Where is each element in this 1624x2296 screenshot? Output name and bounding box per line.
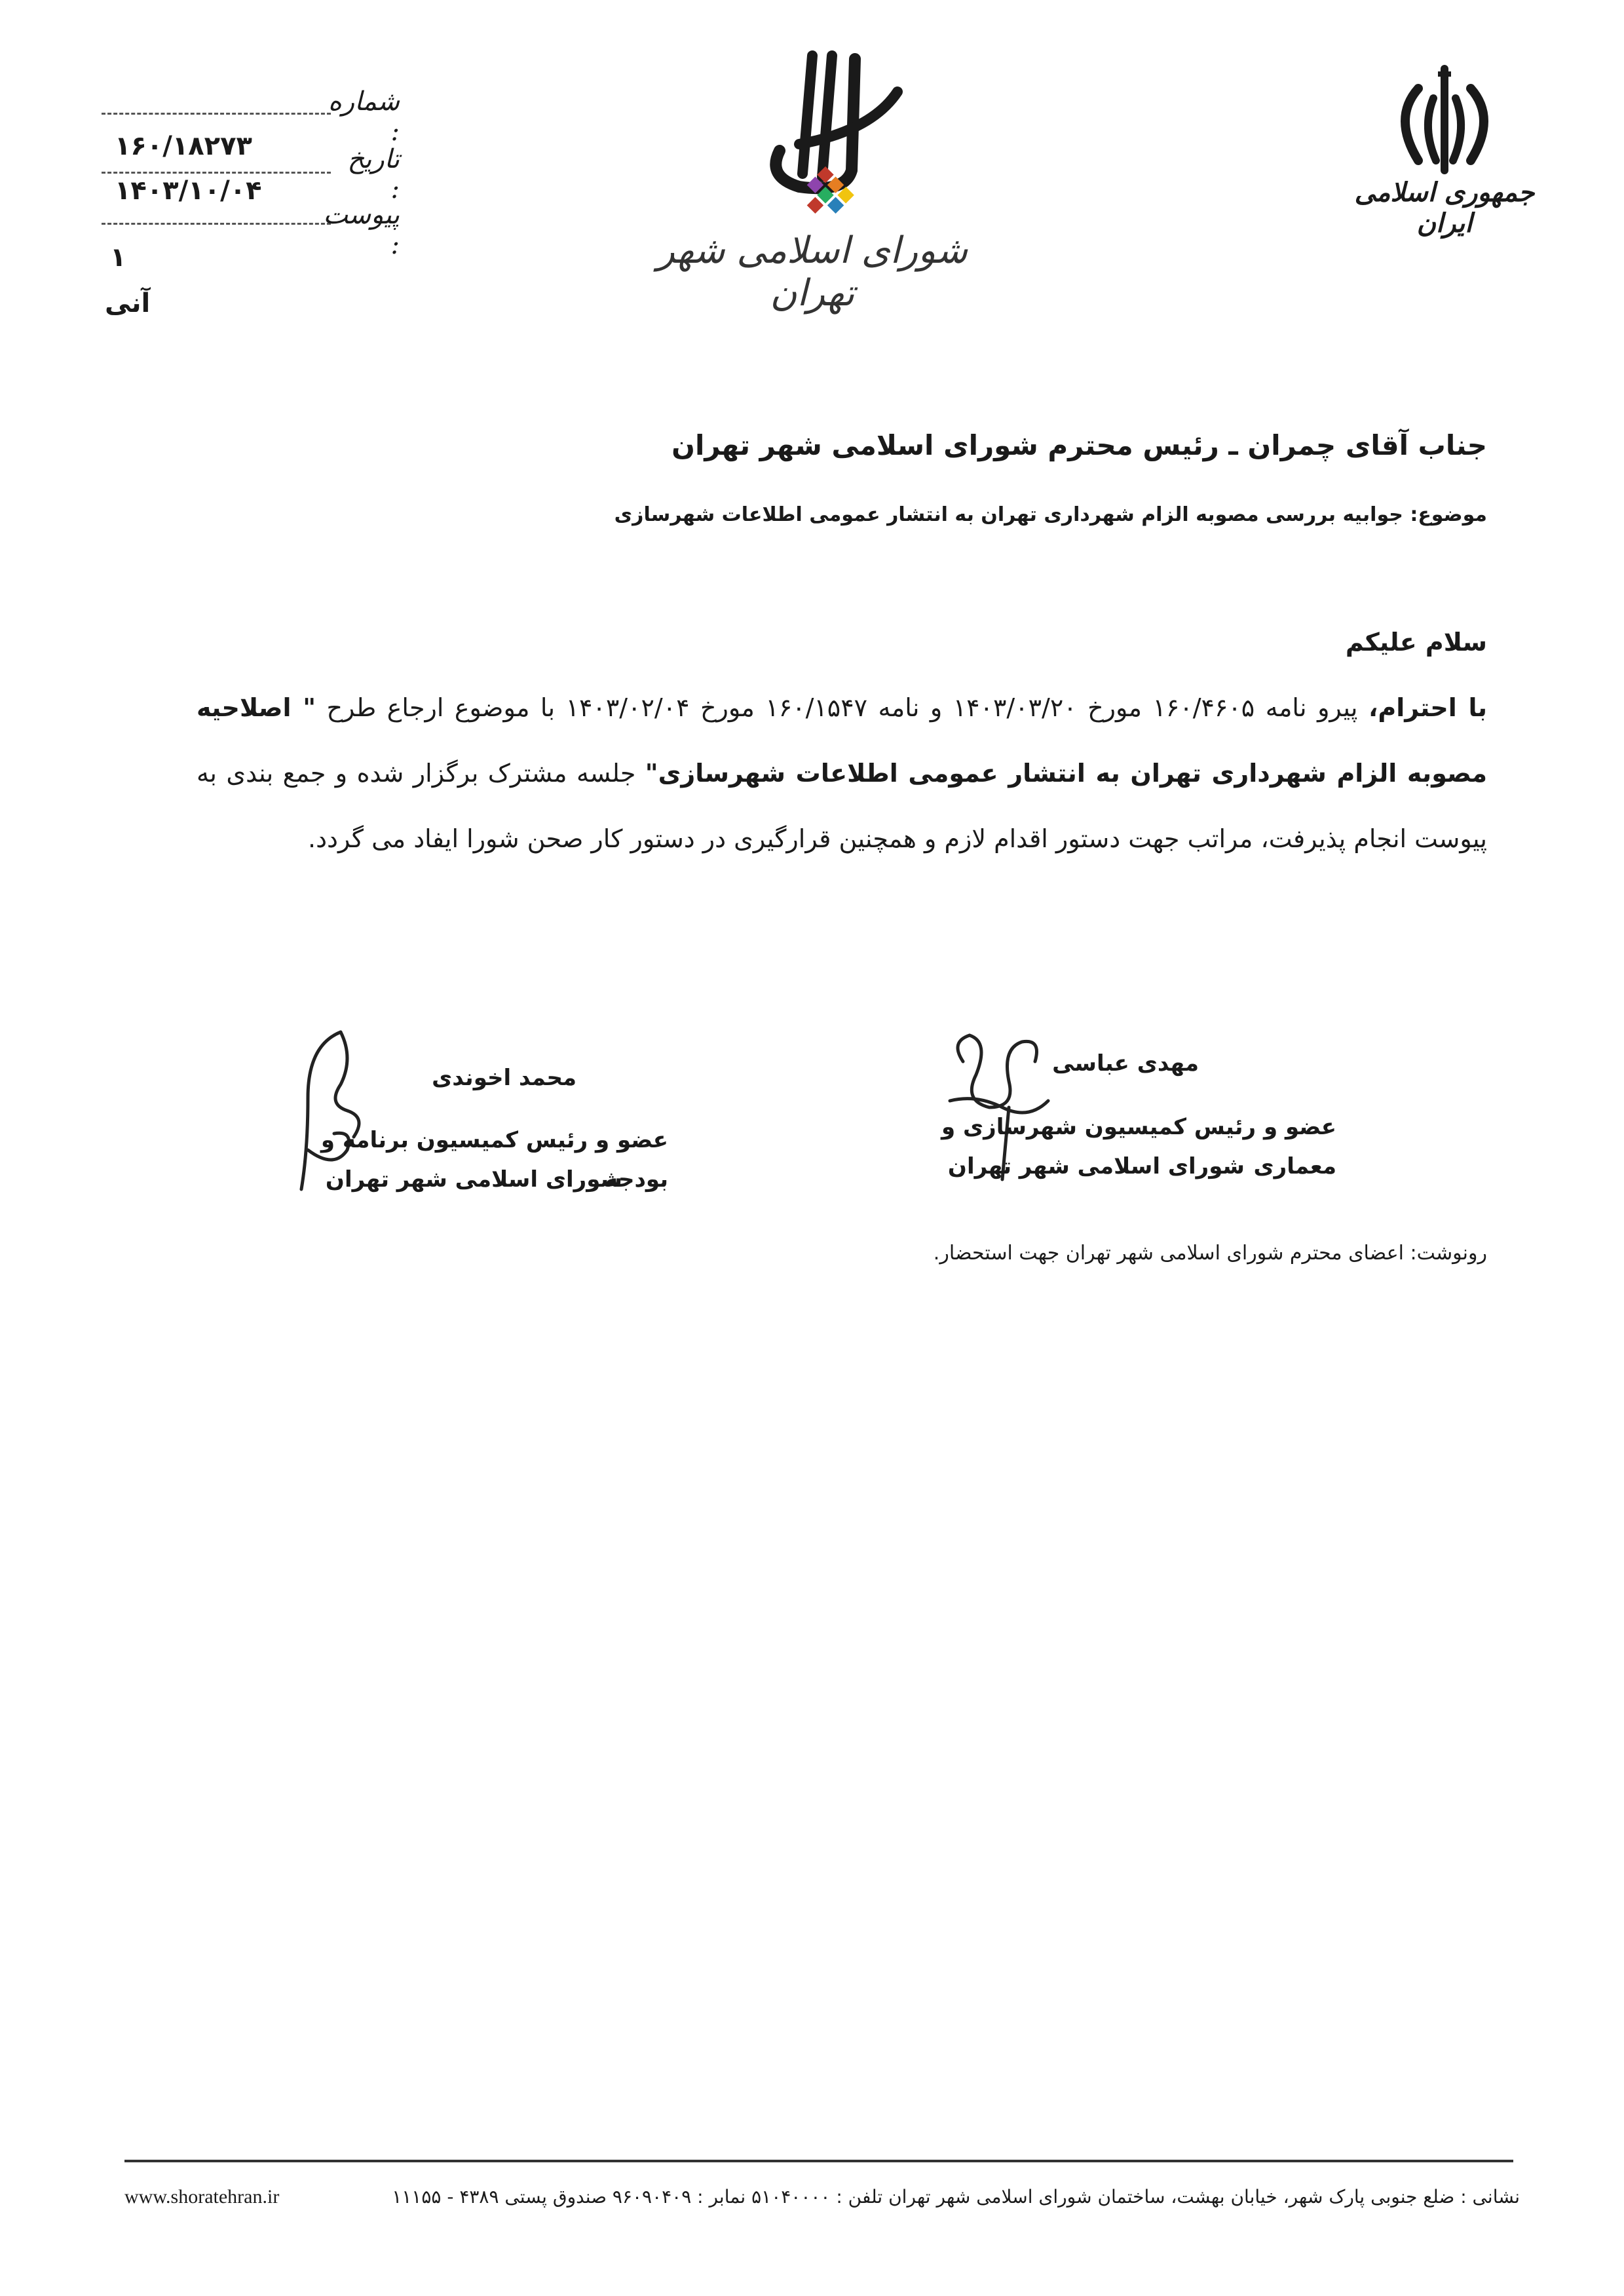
signatory-title-1a: عضو و رئیس کمیسیون شهرسازی و معماری <box>941 1114 1336 1179</box>
subject-line: موضوع: جوابیه بررسی مصوبه الزام شهرداری تهران به انتشار عمومی اطلاعات شهرسازی <box>614 503 1487 526</box>
attachment-count: ۱ <box>110 242 126 273</box>
footer-divider <box>124 2160 1513 2162</box>
number-label: شماره : <box>328 86 400 147</box>
letter-body <box>197 675 1487 871</box>
signatory-title-2b: شورای اسلامی شهر تهران <box>325 1166 622 1193</box>
emblem-caption: جمهوری اسلامی ایران <box>1354 177 1535 239</box>
date-line <box>102 172 331 174</box>
letter-date: ۱۴۰۳/۱۰/۰۴ <box>115 176 262 206</box>
emblem-icon <box>1382 62 1507 180</box>
greeting: سلام علیکم <box>1345 628 1487 657</box>
footer-website[interactable]: www.shoratehran.ir <box>124 2186 280 2208</box>
addressee: جناب آقای چمران ـ رئیس محترم شورای اسلامی شهر تهران <box>671 429 1487 461</box>
footer-address: نشانی : ضلع جنوبی پارک شهر، خیابان بهشت، ساختمان شورای اسلامی شهر تهران تلفن : ۵۱۰۴۰۰۰۰ نمابر : ۹۶۰۹۰۴۰۹ صندوق پستی ۴۳۸۹ - ۱۱۱۵۵ <box>392 2186 1520 2208</box>
council-logo <box>740 46 911 229</box>
body-text-2: جلسه مشترک برگزار شده و جمع بندی به پیوست انجام پذیرفت، مراتب جهت دستور اقدام لازم و همچنین قرارگیری در دستور کار صحن شورا ایفاد می گردد. <box>197 759 1487 853</box>
number-line <box>102 113 331 115</box>
signatory-title-1b: شورای اسلامی شهر تهران <box>947 1153 1245 1179</box>
signatory-name-2: محمد اخوندی <box>432 1065 576 1091</box>
letter-number: ۱۶۰/۱۸۲۷۳ <box>115 131 252 161</box>
signatory-name-1: مهدی عباسی <box>1052 1050 1199 1077</box>
attachment-label: پیوست : <box>323 200 400 260</box>
council-caption: شورای اسلامی شهر تهران <box>656 229 968 315</box>
urgency-mark: آنی <box>105 288 151 318</box>
signatory-title-2a: عضو و رئیس کمیسیون برنامه و بودجه <box>320 1127 668 1193</box>
date-label: تاریخ : <box>347 144 400 204</box>
body-lead: با احترام، <box>1368 693 1487 722</box>
national-emblem <box>1382 62 1507 180</box>
body-text-1: پیرو نامه ۱۶۰/۴۶۰۵ مورخ ۱۴۰۳/۰۳/۲۰ و نامه ۱۶۰/۱۵۴۷ مورخ ۱۴۰۳/۰۲/۰۴ با موضوع ارجاع طرح <box>316 693 1369 722</box>
council-logo-mark <box>740 46 911 229</box>
body-project-title: " اصلاحیه مصوبه الزام شهرداری تهران به انتشار عمومی اطلاعات شهرسازی" <box>197 693 1487 788</box>
cc-line: رونوشت: اعضای محترم شورای اسلامی شهر تهران جهت استحضار. <box>933 1242 1487 1265</box>
attachment-line <box>102 223 331 225</box>
